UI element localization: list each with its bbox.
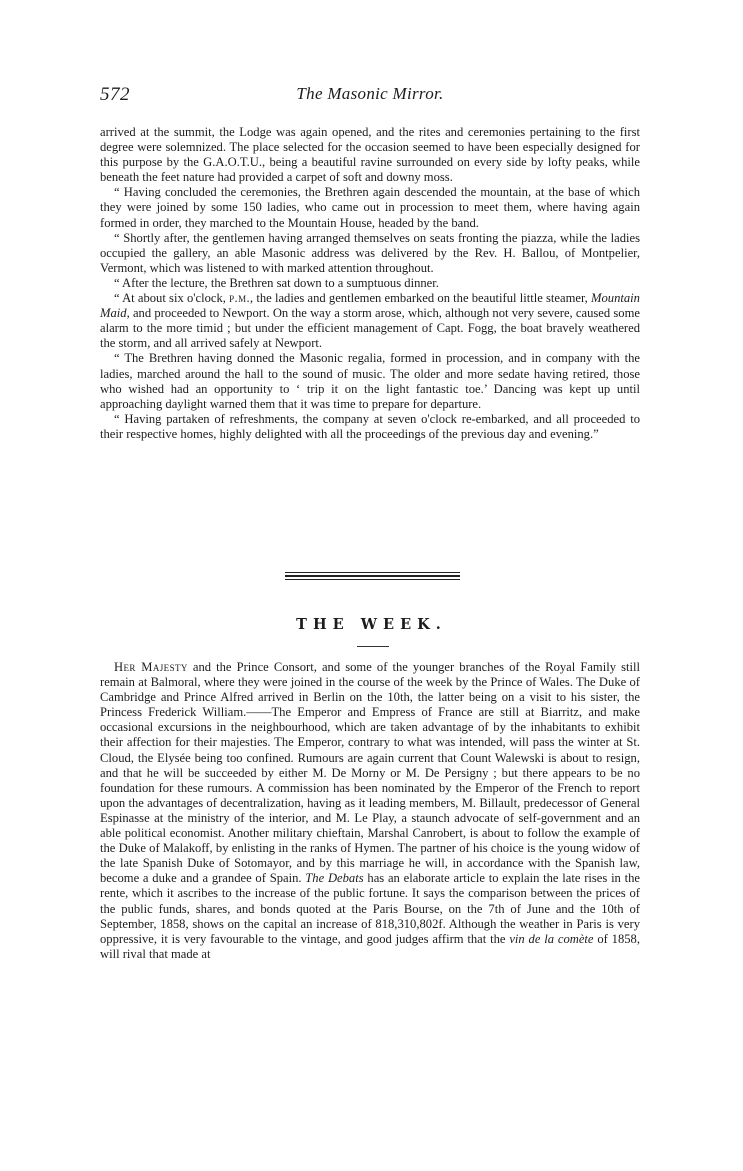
week-article bbox=[100, 660, 640, 962]
divider-rule bbox=[285, 579, 460, 580]
section-title: THE WEEK. bbox=[296, 616, 447, 633]
paragraph-text: “ At about six o'clock, bbox=[114, 291, 230, 306]
paragraph-text: of 1858, will rival that made at bbox=[100, 931, 640, 961]
paragraph-text: and proceeded to Newport. On the way a storm arose, which, although not very severe, caused some alarm to the more timid ; but under the efficient management of Capt. Fogg, the boat bravely weathered the storm, and all arrived safely at Newport. bbox=[100, 306, 640, 351]
paragraph-text: has an elaborate article to explain the late rises in the rente, which it ascribes to the increase of the public fortune. It says the comparison between the prices of the public funds, shares, and bonds quoted at the Paris Bourse, on the 7th of June and the 10th of September, 1858, shows on the capital an increase of 818,310,802f. Although the weather in Paris is very oppressive, it is very favourable to the vintage, and good judges affirm that the bbox=[100, 871, 641, 946]
paragraph: “ Having concluded the ceremonies, the Brethren again descended the mountain, at the base of which they were joined by some 150 ladies, who came out in procession to meet them, where having again formed in order, they marched to the Mountain House, headed by the band. bbox=[100, 185, 640, 230]
steamer-name: Mountain Maid, bbox=[100, 291, 640, 321]
paragraph: “ After the lecture, the Brethren sat down to a sumptuous dinner. bbox=[114, 275, 439, 290]
page-number: 572 bbox=[100, 84, 130, 105]
paragraph-text: and the Prince Consort, and some of the younger branches of the Royal Family still remain at Balmoral, where they were joined in the course of the week by the Prince of Wales. The Duke of Cambridge and Prince Alfred arrived in Berlin on the 10th, the latter being on a visit to his sister, the Princess Frederick William.——The Emperor and Empress of France are still at Biarritz, and make occasional excursions in the neighbourhood, which are taken advantage of by the inhabitants to exhibit their affection for their majesties. The Emperor, contrary to what was intended, will pass the winter at St. Cloud, the Elysée being too confined. Rumours are again current that Count Walewski is about to resign, and that he will be succeeded by either M. De Morny or M. De Persigny ; but there appears to be no foundation for these rumours. A commission has been nominated by the Emperor of the French to report upon the advantages of decentralization, having as it leading members, M. Billault, predecessor of General Espinasse at the ministry of the interior, and M. Le Play, a staunch advocate of self-government and an able political economist. Another military chieftain, Marshal Canrobert, is about to follow the example of the Duke of Malakoff, by enlisting in the ranks of Hymen. The partner of his choice is the young widow of the late Spanish Duke of Sotomayor, and by this marriage he will, in accordance with the Spanish law, become a duke and a grandee of Spain. bbox=[100, 660, 640, 886]
divider-rule bbox=[285, 575, 460, 577]
paragraph bbox=[100, 291, 640, 351]
paragraph: “ Having partaken of refreshments, the company at seven o'clock re-embarked, and all proceeded to their respective homes, highly delighted with all the proceedings of the previous day and evening.” bbox=[100, 411, 640, 441]
paragraph-text: , the ladies and gentlemen embarked on the beautiful little steamer, bbox=[250, 291, 591, 306]
quoted-report bbox=[100, 125, 640, 442]
paragraph: “ Shortly after, the gentlemen having arranged themselves on seats fronting the piazza, while the ladies occupied the gallery, an able Masonic address was delivered by the Rev. H. Ballou, of Montpelier, Vermont, which was listened to with marked attention throughout. bbox=[100, 230, 640, 275]
paragraph bbox=[100, 660, 640, 962]
time-abbreviation: p.m. bbox=[229, 291, 251, 306]
paragraph: “ The Brethren having donned the Masonic regalia, formed in procession, and in company with the ladies, marched around the hall to the sound of music. The older and more sedate having retired, those who wished had an opportunity to ‘ trip it on the light fantastic toe.’ Dancing was kept up until approaching daylight warned them that it was time to prepare for departure. bbox=[100, 351, 640, 411]
lead-words: Her Majesty bbox=[114, 660, 188, 674]
section-divider bbox=[285, 572, 460, 582]
journal-title: The Masonic Mirror. bbox=[296, 84, 444, 103]
newspaper-name: The Debats bbox=[305, 871, 364, 886]
wine-name: vin de la comète bbox=[509, 931, 594, 946]
title-underline bbox=[357, 646, 389, 647]
running-head bbox=[100, 84, 640, 110]
divider-rule bbox=[285, 572, 460, 573]
paragraph: arrived at the summit, the Lodge was again opened, and the rites and ceremonies pertaining to the first degree were solemnized. The place selected for the occasion seemed to have been especially designed for this purpose by the G.A.O.T.U., being a beautiful ravine surrounded on every side by lofty peaks, while beneath the feet nature had provided a carpet of soft and downy moss. bbox=[100, 125, 640, 185]
